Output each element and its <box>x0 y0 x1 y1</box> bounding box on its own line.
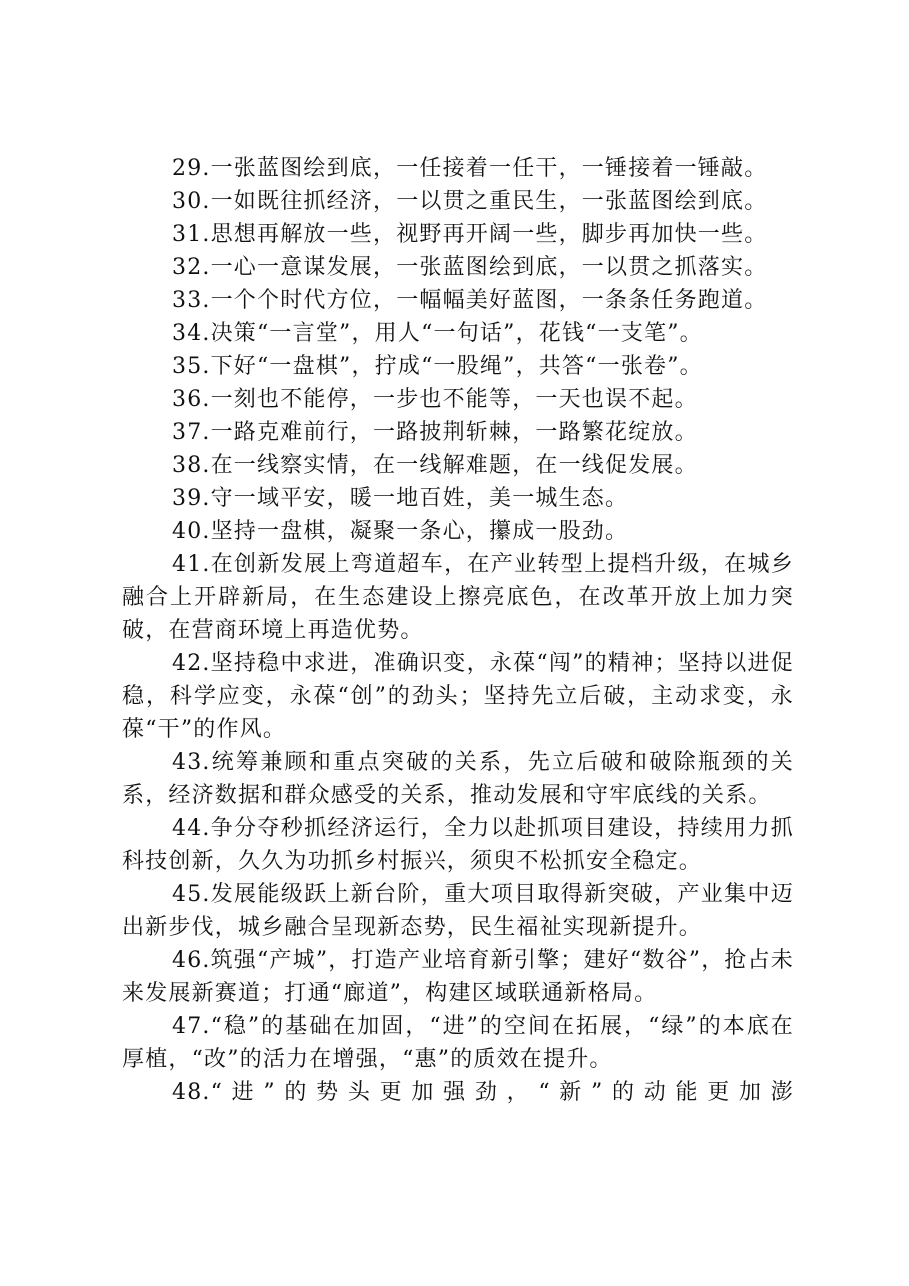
paragraph-46: 46.筑强“产城”，打造产业培育新引擎；建好“数谷”，抢占未来发展新赛道；打通“廊道”，构建区域联通新格局。 <box>122 948 794 1006</box>
paragraph-44: 44.争分夺秒抓经济运行，全力以赴抓项目建设，持续用力抓科技创新，久久为功抓乡村振兴，须臾不松抓安全稳定。 <box>122 816 794 874</box>
paragraph-45: 45.发展能级跃上新台阶，重大项目取得新突破，产业集中迈出新步伐，城乡融合呈现新态势，民生福祉实现新提升。 <box>122 882 794 940</box>
paragraph-31: 31.思想再解放一些，视野再开阔一些，脚步再加快一些。 <box>172 222 768 247</box>
paragraph-34: 34.决策“一言堂”，用人“一句话”，花钱“一支笔”。 <box>172 321 703 346</box>
paragraph-42: 42.坚持稳中求进，准确识变，永葆“闯”的精神；坚持以进促稳，科学应变，永葆“创”的劲头；坚持先立后破，主动求变，永葆“干”的作风。 <box>122 651 794 742</box>
paragraph-37: 37.一路克难前行，一路披荆斩棘，一路繁花绽放。 <box>172 420 698 445</box>
paragraph-36: 36.一刻也不能停，一步也不能等，一天也误不起。 <box>172 387 698 412</box>
paragraph-38: 38.在一线察实情，在一线解难题，在一线促发展。 <box>172 453 698 478</box>
paragraph-32: 32.一心一意谋发展，一张蓝图绘到底，一以贯之抓落实。 <box>172 255 768 280</box>
paragraph-30: 30.一如既往抓经济，一以贯之重民生，一张蓝图绘到底。 <box>172 189 768 214</box>
paragraph-43: 43.统筹兼顾和重点突破的关系，先立后破和破除瓶颈的关系，经济数据和群众感受的关系，推动发展和守牢底线的关系。 <box>122 750 794 808</box>
paragraph-48: 48.“进”的势头更加强劲，“新”的动能更加澎 <box>172 1080 794 1105</box>
paragraph-47: 47.“稳”的基础在加固，“进”的空间在拓展，“绿”的本底在厚植，“改”的活力在增强，“惠”的质效在提升。 <box>122 1014 794 1072</box>
paragraph-29: 29.一张蓝图绘到底，一任接着一任干，一锤接着一锤敲。 <box>172 156 768 181</box>
paragraph-41: 41.在创新发展上弯道超车，在产业转型上提档升级，在城乡融合上开辟新局，在生态建设上擦亮底色，在改革开放上加力突破，在营商环境上再造优势。 <box>122 552 794 643</box>
paragraph-40: 40.坚持一盘棋，凝聚一条心，攥成一股劲。 <box>172 519 629 544</box>
document-body <box>122 152 794 1109</box>
paragraph-39: 39.守一域平安，暖一地百姓，美一城生态。 <box>172 486 629 511</box>
paragraph-35: 35.下好“一盘棋”，拧成“一股绳”，共答“一张卷”。 <box>172 354 703 379</box>
paragraph-33: 33.一个个时代方位，一幅幅美好蓝图，一条条任务跑道。 <box>172 288 768 313</box>
